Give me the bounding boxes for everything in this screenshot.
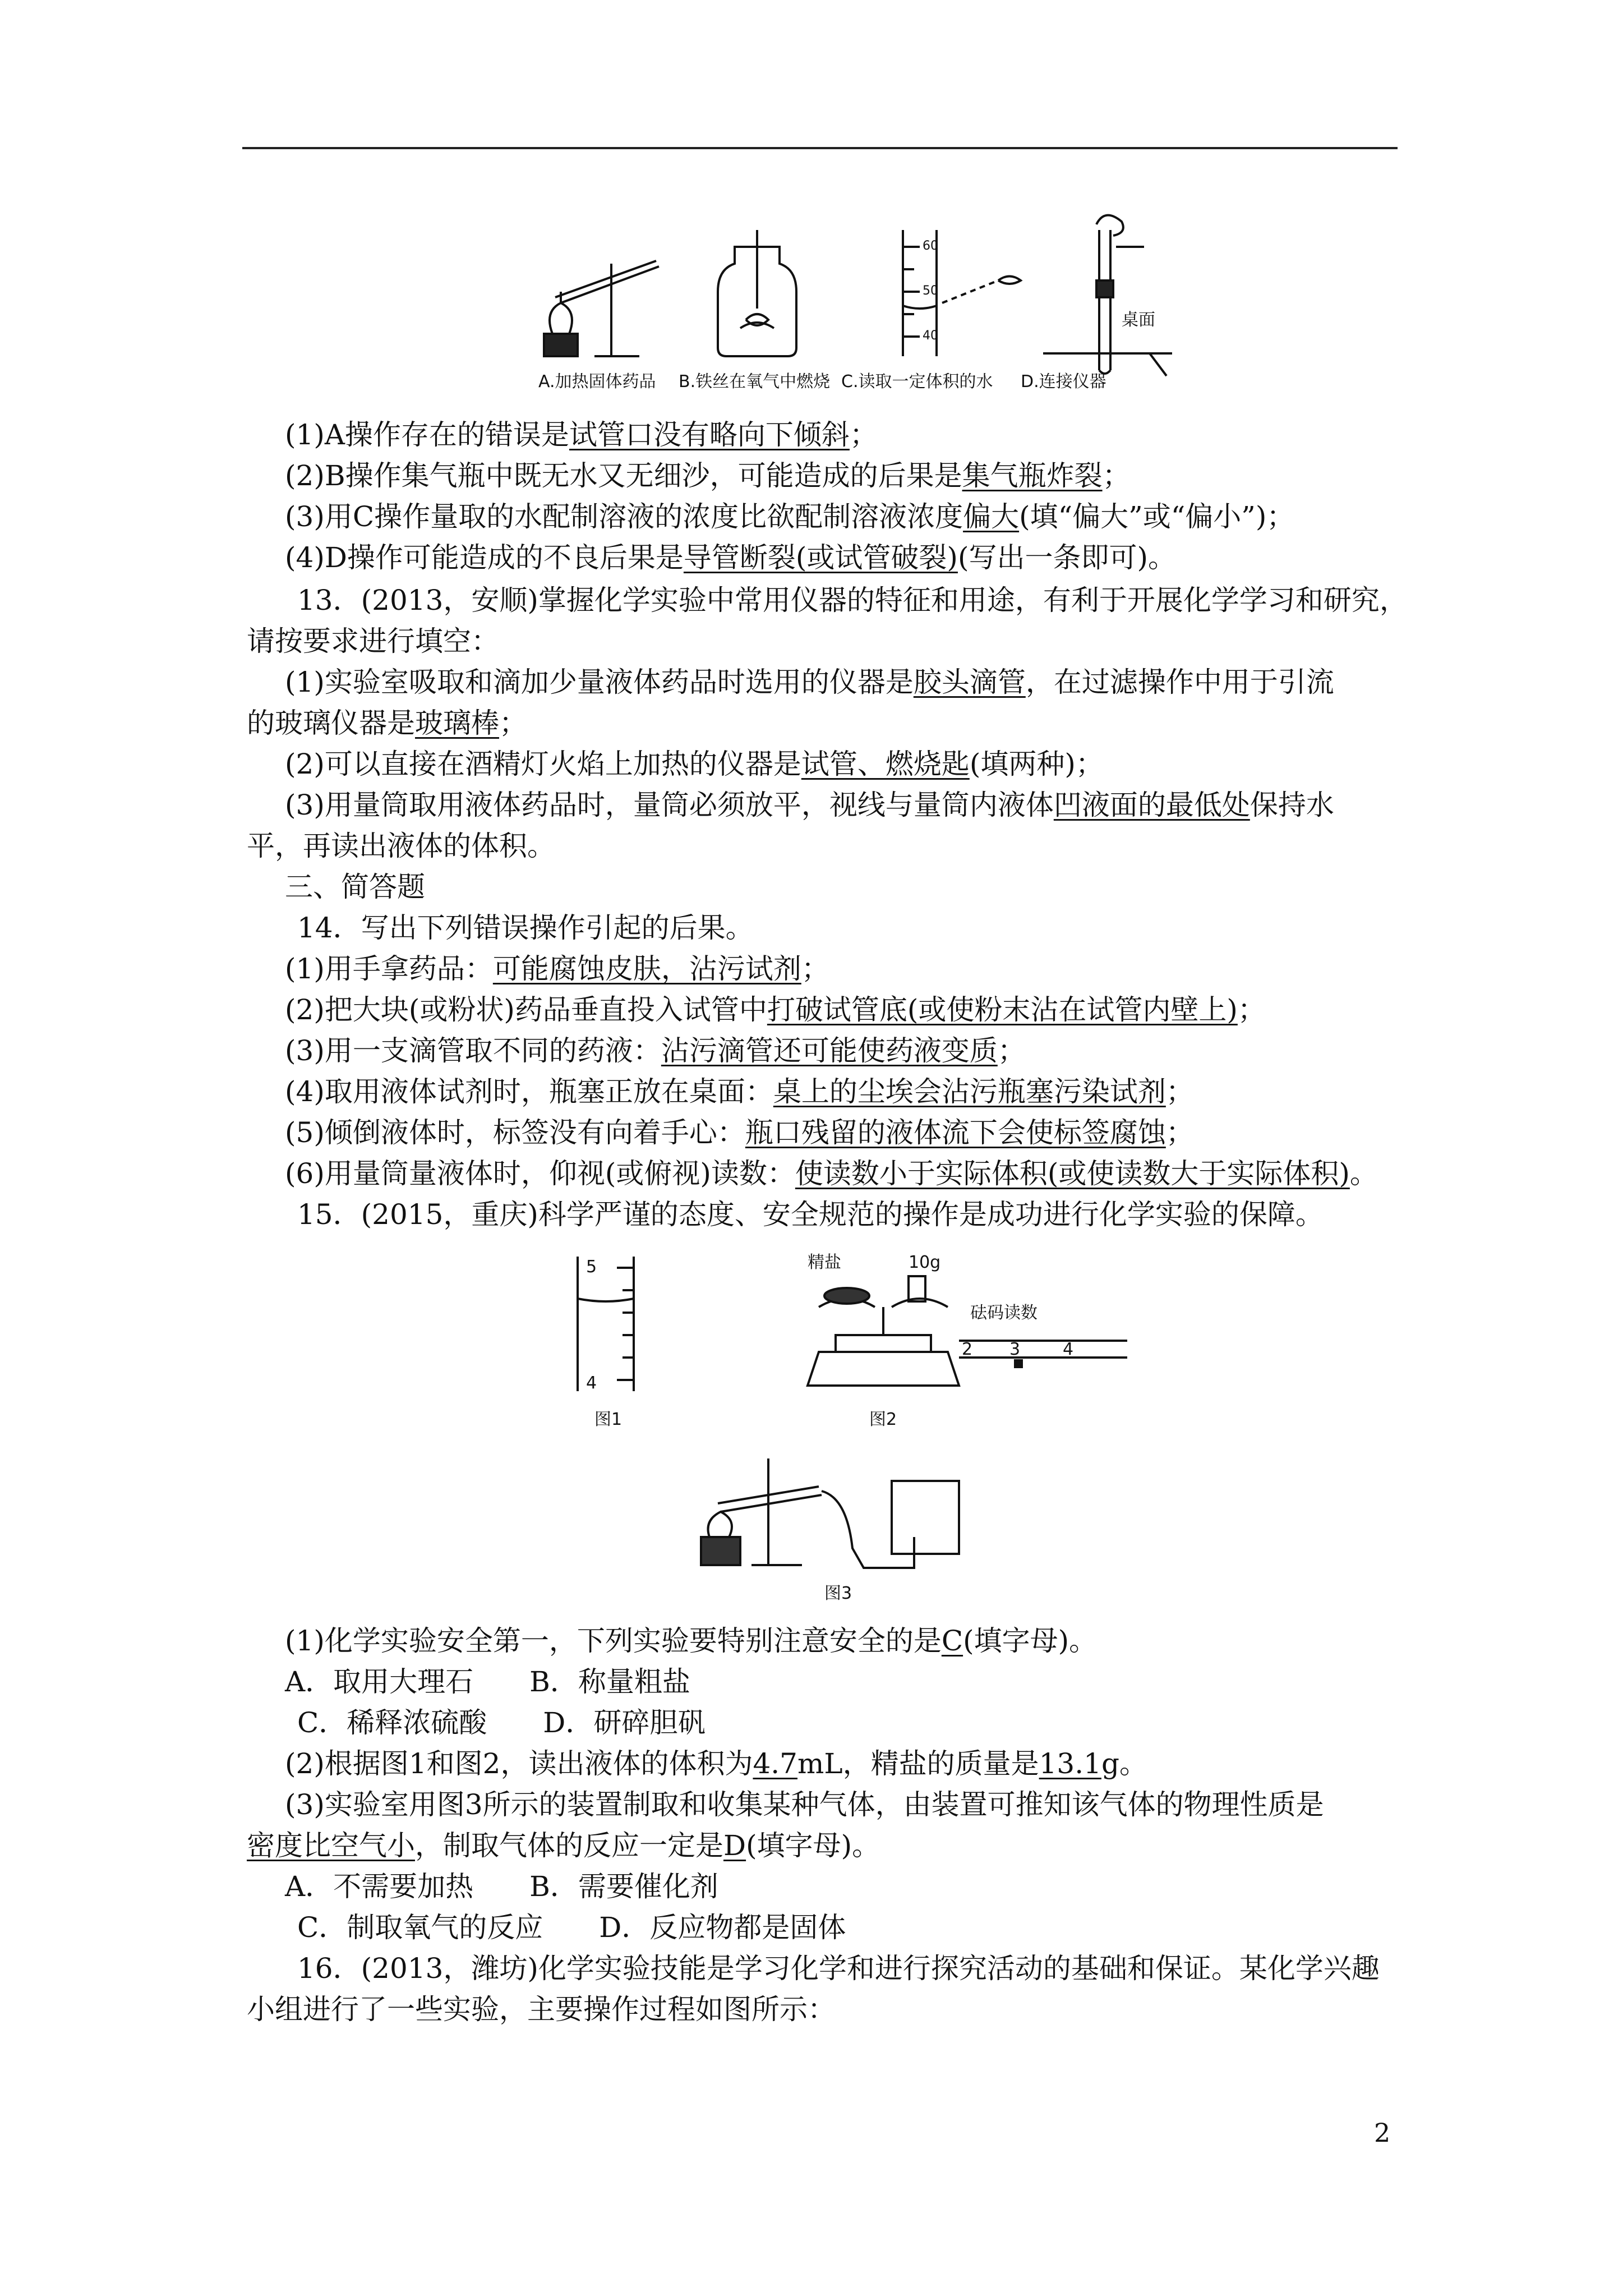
- fig1-label: 图1: [594, 1410, 623, 1429]
- fig2-salt-label: 精盐: [808, 1253, 841, 1272]
- fig2-weight-label: 10g: [909, 1253, 941, 1272]
- q14-item-5: (5)倾倒液体时，标签没有向着手心：瓶口残留的液体流下会使标签腐蚀；: [285, 1116, 1194, 1149]
- section-heading: 三、简答题: [285, 871, 425, 903]
- q15-options-1b: C．稀释浓硫酸 D．研碎胆矾: [297, 1706, 706, 1739]
- q13-answer-1-cont: 的玻璃仪器是玻璃棒；: [247, 707, 527, 739]
- apparatus-figure-strip: [538, 213, 1155, 398]
- q12-answer-2: (2)B操作集气瓶中既无水又无细沙，可能造成的后果是集气瓶炸裂；: [285, 459, 1131, 492]
- page-number: 2: [1374, 2118, 1391, 2148]
- scale-50: 50: [923, 284, 938, 298]
- fig2-label: 图2: [869, 1410, 897, 1429]
- header-rule: [242, 147, 1398, 149]
- fig1-cylinder: [578, 1257, 634, 1391]
- q14-item-6: (6)用量筒量液体时，仰视(或俯视)读数：使读数小于实际体积(或使读数大于实际体积)。: [285, 1157, 1378, 1190]
- figure-d-connecting: [1043, 215, 1172, 376]
- figure-a-heating-solid: [544, 261, 659, 356]
- q16-stem-1: 16．(2013，潍坊)化学实验技能是学习化学和进行探究活动的基础和保证。某化学兴趣: [297, 1952, 1380, 1985]
- caption-c: C.读取一定体积的水: [841, 372, 993, 392]
- q13-stem-2: 请按要求进行填空：: [247, 625, 499, 657]
- q14-item-3: (3)用一支滴管取不同的药液：沾污滴管还可能使药液变质；: [285, 1034, 1026, 1067]
- fig1-tick-5: 5: [586, 1257, 597, 1277]
- caption-a: A.加热固体药品: [538, 372, 656, 392]
- q15-answer-1: (1)化学实验安全第一，下列实验要特别注意安全的是C(填字母)。: [285, 1625, 1098, 1657]
- q12-answer-4: (4)D操作可能造成的不良后果是导管断裂(或试管破裂)(写出一条即可)。: [285, 541, 1176, 574]
- q15-figure-3: [690, 1436, 1004, 1604]
- desk-label: 桌面: [1122, 310, 1155, 330]
- q12-answer-1: (1)A操作存在的错误是试管口没有略向下倾斜；: [285, 418, 878, 451]
- fig1-tick-4: 4: [586, 1373, 597, 1393]
- caption-b: B.铁丝在氧气中燃烧: [679, 372, 831, 392]
- q14-item-1: (1)用手拿药品：可能腐蚀皮肤，沾污试剂；: [285, 953, 829, 985]
- fig2-tick-4: 4: [1063, 1340, 1074, 1359]
- q13-answer-2: (2)可以直接在酒精灯火焰上加热的仪器是试管、燃烧匙(填两种)；: [285, 748, 1104, 780]
- figure-c-cylinder-reading: [903, 230, 1021, 356]
- fig2-tick-3: 3: [1009, 1340, 1021, 1359]
- q13-answer-1: (1)实验室吸取和滴加少量液体药品时选用的仪器是胶头滴管，在过滤操作中用于引流: [285, 666, 1334, 698]
- q13-answer-3: (3)用量筒取用液体药品时，量筒必须放平，视线与量筒内液体凹液面的最低处保持水: [285, 789, 1334, 821]
- q16-stem-2: 小组进行了一些实验，主要操作过程如图所示：: [247, 1993, 836, 2026]
- q15-answer-3: (3)实验室用图3所示的装置制取和收集某种气体，由装置可推知该气体的物理性质是: [285, 1788, 1324, 1821]
- q15-stem: 15．(2015，重庆)科学严谨的态度、安全规范的操作是成功进行化学实验的保障。: [297, 1198, 1324, 1231]
- scale-60: 60: [923, 239, 938, 253]
- q12-answer-3: (3)用C操作量取的水配制溶液的浓度比欲配制溶液浓度偏大(填“偏大”或“偏小”)；: [285, 500, 1295, 533]
- fig2-reading-label: 砝码读数: [970, 1303, 1038, 1323]
- q15-options-3a: A．不需要加热 B．需要催化剂: [285, 1870, 718, 1903]
- q15-options-3b: C．制取氧气的反应 D．反应物都是固体: [297, 1911, 846, 1944]
- q14-stem: 14．写出下列错误操作引起的后果。: [297, 912, 754, 944]
- figure-b-iron-combustion: [718, 230, 796, 356]
- scale-40: 40: [923, 329, 938, 343]
- q15-figures-1-2: [555, 1245, 1138, 1436]
- q13-stem-1: 13．(2013，安顺)掌握化学实验中常用仪器的特征和用途，有利于开展化学学习和研究，: [297, 584, 1408, 616]
- q15-answer-3-cont: 密度比空气小，制取气体的反应一定是D(填字母)。: [247, 1829, 880, 1862]
- q13-answer-3-cont: 平，再读出液体的体积。: [247, 830, 555, 862]
- q15-answer-2: (2)根据图1和图2，读出液体的体积为4.7mL，精盐的质量是13.1g。: [285, 1747, 1147, 1780]
- q14-item-4: (4)取用液体试剂时，瓶塞正放在桌面：桌上的尘埃会沾污瓶塞污染试剂；: [285, 1075, 1194, 1108]
- q14-item-2: (2)把大块(或粉状)药品垂直投入试管中打破试管底(或使粉末沾在试管内壁上)；: [285, 993, 1266, 1026]
- q15-options-1a: A．取用大理石 B．称量粗盐: [285, 1665, 690, 1698]
- fig2-balance: [808, 1276, 1127, 1386]
- caption-d: D.连接仪器: [1021, 372, 1106, 392]
- fig2-tick-2: 2: [962, 1340, 973, 1359]
- fig3-label: 图3: [824, 1584, 852, 1603]
